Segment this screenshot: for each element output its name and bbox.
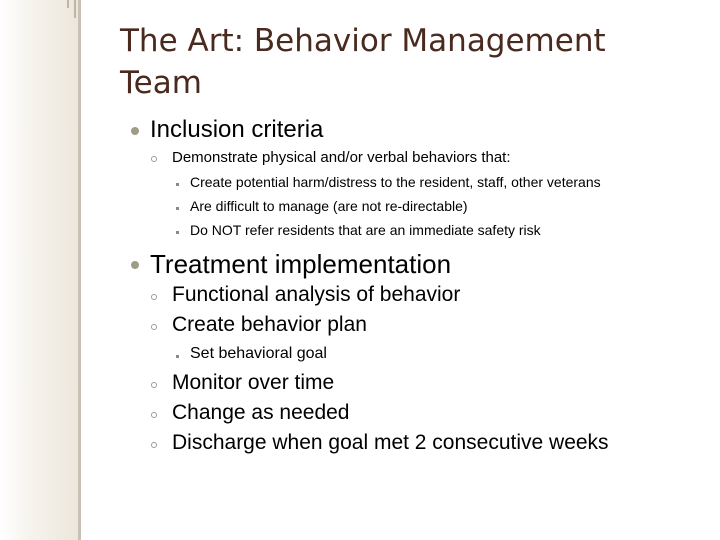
hollow-circle-bullet-icon (151, 324, 157, 330)
square-dot-bullet-icon (176, 355, 179, 358)
square-dot-bullet-icon (176, 231, 179, 234)
list-item: Functional analysis of behavior (172, 283, 461, 306)
slide-title: The Art: Behavior Management Team (120, 23, 606, 101)
list-item: Monitor over time (172, 371, 335, 394)
square-dot-bullet-icon (176, 207, 179, 210)
list-item: Demonstrate physical and/or verbal behaviors that: (172, 149, 511, 166)
left-decorative-band (0, 0, 78, 540)
band-divider-line (78, 0, 81, 540)
sub-list-item: Create potential harm/distress to the resident, staff, other veterans (190, 174, 601, 190)
sub-list-item: Set behavioral goal (190, 345, 327, 362)
square-dot-bullet-icon (176, 183, 179, 186)
filled-circle-bullet-icon (131, 261, 139, 269)
hollow-circle-bullet-icon (151, 156, 157, 162)
band-tick-mark (67, 0, 69, 8)
sub-list-item: Do NOT refer residents that are an immediate safety risk (190, 222, 541, 238)
hollow-circle-bullet-icon (151, 412, 157, 418)
list-item: Discharge when goal met 2 consecutive weeks (172, 431, 609, 454)
hollow-circle-bullet-icon (151, 294, 157, 300)
hollow-circle-bullet-icon (151, 382, 157, 388)
list-item: Change as needed (172, 401, 350, 424)
section-heading-inclusion: Inclusion criteria (150, 116, 324, 143)
band-tick-mark (74, 0, 76, 18)
list-item: Create behavior plan (172, 313, 367, 336)
hollow-circle-bullet-icon (151, 442, 157, 448)
filled-circle-bullet-icon (131, 127, 139, 135)
section-heading-treatment: Treatment implementation (150, 249, 452, 279)
sub-list-item: Are difficult to manage (are not re-directable) (190, 198, 468, 214)
